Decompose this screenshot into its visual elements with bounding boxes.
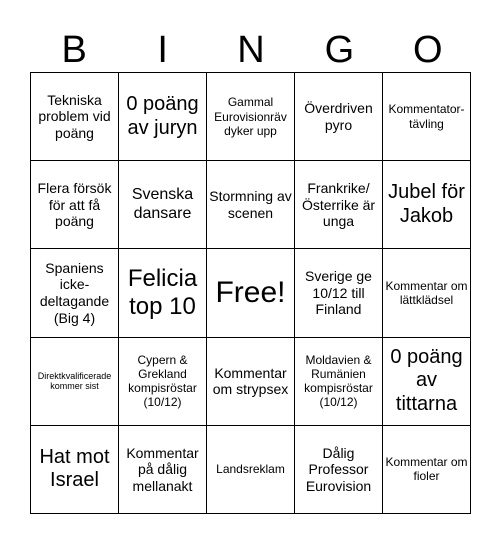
bingo-cell[interactable]: Jubel för Jakob [383, 161, 471, 249]
bingo-cell[interactable]: Sverige ge 10/12 till Finland [295, 249, 383, 337]
bingo-cell[interactable]: Kommentar på dålig mellanakt [119, 426, 207, 514]
bingo-header [30, 28, 472, 72]
bingo-cell[interactable]: Kommentar om lättklädsel [383, 249, 471, 337]
bingo-cell[interactable]: Moldavien & Rumänien kompisröstar (10/12) [295, 338, 383, 426]
header-letter-g: G [324, 29, 355, 71]
header-letter-o: O [413, 29, 443, 71]
bingo-grid [30, 72, 471, 514]
header-letter-n: N [237, 29, 265, 71]
bingo-cell[interactable]: Tekniska problem vid poäng [31, 73, 119, 161]
free-cell[interactable]: Free! [207, 249, 295, 337]
bingo-cell[interactable]: Svenska dansare [119, 161, 207, 249]
bingo-cell[interactable]: Flera försök för att få poäng [31, 161, 119, 249]
bingo-cell[interactable]: Överdriven pyro [295, 73, 383, 161]
bingo-cell[interactable]: Stormning av scenen [207, 161, 295, 249]
bingo-cell[interactable]: Felicia top 10 [119, 249, 207, 337]
bingo-cell[interactable]: Kommentar om strypsex [207, 338, 295, 426]
bingo-cell[interactable]: Frankrike/ Österrike är unga [295, 161, 383, 249]
bingo-cell[interactable]: 0 poäng av tittarna [383, 338, 471, 426]
bingo-cell[interactable]: Landsreklam [207, 426, 295, 514]
header-letter-b: B [61, 29, 87, 71]
bingo-cell[interactable]: Spaniens icke-deltagande (Big 4) [31, 249, 119, 337]
bingo-cell[interactable]: Cypern & Grekland kompisröstar (10/12) [119, 338, 207, 426]
bingo-cell[interactable]: Kommentar om fioler [383, 426, 471, 514]
bingo-cell[interactable]: Kommentator-tävling [383, 73, 471, 161]
bingo-cell[interactable]: Gammal Eurovisionräv dyker upp [207, 73, 295, 161]
header-letter-i: I [157, 29, 168, 71]
bingo-cell[interactable]: Hat mot Israel [31, 426, 119, 514]
bingo-cell[interactable]: Direktkvalificerade kommer sist [31, 338, 119, 426]
bingo-cell[interactable]: 0 poäng av juryn [119, 73, 207, 161]
bingo-cell[interactable]: Dålig Professor Eurovision [295, 426, 383, 514]
